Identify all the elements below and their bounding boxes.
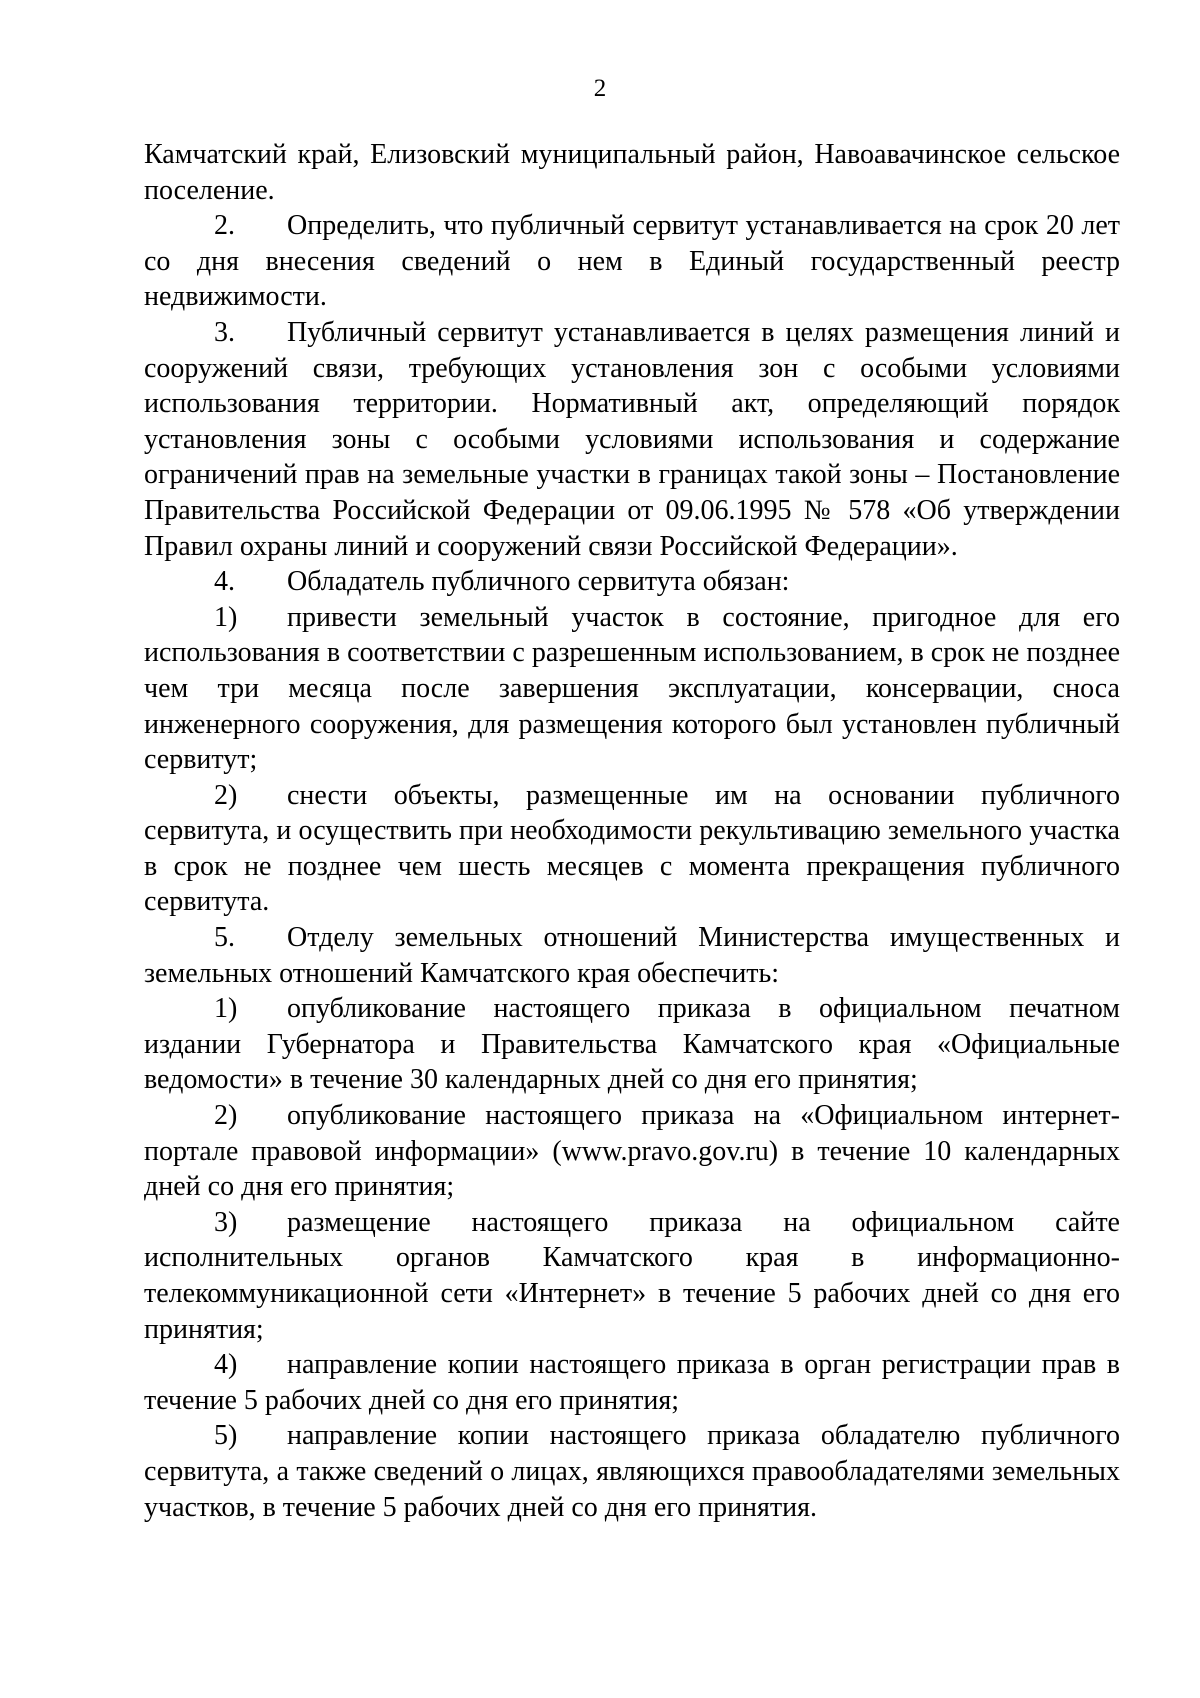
item-number: 2. (214, 210, 235, 242)
item-number: 4) (214, 1349, 238, 1381)
item-number: 1) (214, 993, 238, 1025)
item-number: 5) (214, 1420, 238, 1452)
paragraph-text: Публичный сервитут устанавливается в целях размещения линий и сооружений связи, требующих установления зон с особыми условиями использования территории. Нормативный акт, определяющий порядок установления зоны с особыми условиями использования и содержание ограничений прав на земельные участки в границах такой зоны – Постановление Правительства Российской Федерации от 09.06.1995 № 578 «Об утверждении Правил охраны линий и сооружений связи Российской Федерации». (144, 316, 1120, 562)
paragraph-item-4 (144, 564, 1120, 600)
subitem-5-5 (144, 1418, 1120, 1525)
paragraph-text: опубликование настоящего приказа на «Официальном интернет-портале правовой информации» (www.pravo.gov.ru) в течение 10 календарных дней со дня его принятия; (144, 1100, 1120, 1203)
paragraph-text: Отделу земельных отношений Министерства имущественных и земельных отношений Камчатского края обеспечить: (144, 922, 1120, 989)
paragraph-text: опубликование настоящего приказа в официальном печатном издании Губернатора и Правительства Камчатского края «Официальные ведомости» в течение 30 календарных дней со дня его принятия; (144, 993, 1120, 1096)
item-number: 2) (214, 1100, 238, 1132)
paragraph-text: привести земельный участок в состояние, пригодное для его использования в соответствии с разрешенным использованием, в срок не позднее чем три месяца после завершения эксплуатации, консервации, сноса инженерного сооружения, для размещения которого был установлен публичный сервитут; (144, 601, 1120, 776)
subitem-5-4 (144, 1347, 1120, 1418)
paragraph-text: Определить, что публичный сервитут устанавливается на срок 20 лет со дня внесения сведений о нем в Единый государственный реестр недвижимости. (144, 210, 1120, 313)
subitem-5-2 (144, 1098, 1120, 1205)
paragraph-text: размещение настоящего приказа на официальном сайте исполнительных органов Камчатского края в информационно-телекоммуникационной сети «Интернет» в течение 5 рабочих дней со дня его принятия; (144, 1206, 1120, 1345)
paragraph-text: Обладатель публичного сервитута обязан: (287, 566, 790, 598)
subitem-4-2 (144, 778, 1120, 920)
page-number: 2 (593, 75, 607, 102)
subitem-5-1 (144, 991, 1120, 1098)
subitem-4-1 (144, 600, 1120, 778)
item-number: 2) (214, 779, 238, 811)
paragraph-continuation (144, 137, 1120, 208)
paragraph-text: направление копии настоящего приказа в орган регистрации прав в течение 5 рабочих дней со дня его принятия; (144, 1349, 1120, 1416)
subitem-5-3 (144, 1205, 1120, 1347)
paragraph-text: Камчатский край, Елизовский муниципальный район, Навоавачинское сельское поселение. (144, 139, 1120, 206)
item-number: 4. (214, 566, 235, 598)
item-number: 1) (214, 601, 238, 633)
item-number: 5. (214, 922, 235, 954)
paragraph-item-5 (144, 920, 1120, 991)
paragraph-item-3 (144, 315, 1120, 564)
paragraph-text: направление копии настоящего приказа обладателю публичного сервитута, а также сведений о лицах, являющихся правообладателями земельных участков, в течение 5 рабочих дней со дня его принятия. (144, 1420, 1120, 1523)
document-body (144, 137, 1120, 1525)
item-number: 3. (214, 316, 235, 348)
item-number: 3) (214, 1206, 238, 1238)
paragraph-text: снести объекты, размещенные им на основании публичного сервитута, и осуществить при необходимости рекультивацию земельного участка в срок не позднее чем шесть месяцев с момента прекращения публичного сервитута. (144, 779, 1120, 918)
paragraph-item-2 (144, 208, 1120, 315)
